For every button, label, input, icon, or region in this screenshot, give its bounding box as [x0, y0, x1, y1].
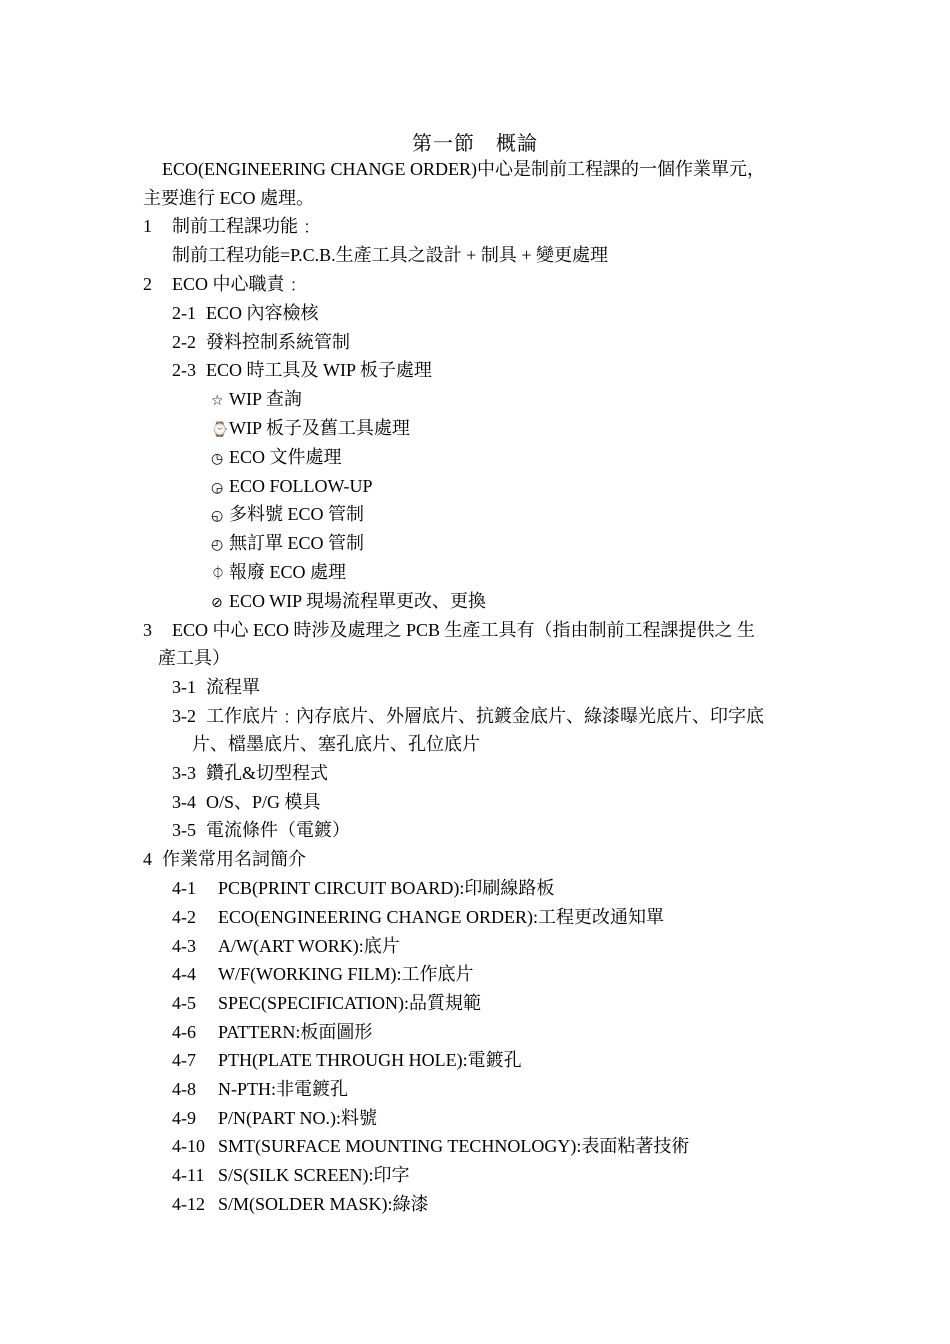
term-item: [172, 1020, 372, 1044]
term-item: [172, 1134, 689, 1158]
term-number: 4-10: [172, 1136, 205, 1156]
sub-list-item: [211, 589, 486, 613]
section-title: ECO 中心 ECO 時涉及處理之 PCB 生產工具有（指由制前工程課提供之 生: [172, 620, 756, 640]
sub-list-item: [211, 445, 342, 469]
circled-bullet-icon: ◷: [211, 451, 224, 467]
item-text-continuation: 片、檔墨底片、塞孔底片、孔位底片: [192, 734, 480, 754]
sub-list-item: [211, 416, 410, 440]
term-text: A/W(ART WORK):底片: [218, 936, 400, 956]
list-item: [172, 330, 350, 354]
sub-item-text: ECO WIP 現場流程單更改、更換: [229, 591, 486, 611]
term-number: 4-12: [172, 1194, 205, 1214]
circled-bullet-icon: ◴: [211, 537, 224, 553]
term-text: ECO(ENGINEERING CHANGE ORDER):工程更改通知單: [218, 907, 664, 927]
sub-item-text: 多料號 ECO 管制: [229, 504, 364, 524]
term-item: [172, 1106, 377, 1130]
item-number: 2-1: [172, 303, 196, 323]
term-text: PCB(PRINT CIRCUIT BOARD):印刷線路板: [218, 878, 555, 898]
circled-bullet-icon: ⏀: [211, 566, 225, 582]
intro-line: 主要進行 ECO 處理。: [143, 188, 314, 208]
item-number: 3-4: [172, 792, 196, 812]
list-item: [172, 761, 328, 785]
section-number: 2: [143, 274, 152, 294]
term-number: 4-3: [172, 936, 196, 956]
item-number: 3-1: [172, 677, 196, 697]
item-text: 流程單: [206, 677, 260, 697]
term-item: [172, 905, 664, 929]
section-title-continuation: 產工具）: [158, 648, 230, 668]
item-number: 2-3: [172, 360, 196, 380]
sub-item-text: WIP 查詢: [229, 389, 302, 409]
term-number: 4-1: [172, 878, 196, 898]
section-number: 1: [143, 216, 152, 236]
intro-line: ECO(ENGINEERING CHANGE ORDER)中心是制前工程課的一個作業單元，: [162, 159, 765, 179]
term-item: [172, 1163, 410, 1187]
list-item: [172, 675, 260, 699]
sub-item-text: ECO 文件處理: [229, 447, 342, 467]
list-item: [172, 358, 432, 382]
item-text: 電流條件（電鍍）: [206, 820, 350, 840]
list-item: [172, 818, 350, 842]
term-text: S/S(SILK SCREEN):印字: [218, 1165, 410, 1185]
circled-bullet-icon: ◵: [211, 508, 224, 524]
section-heading: [143, 214, 316, 238]
item-number: 3-2: [172, 706, 196, 726]
term-item: [172, 876, 554, 900]
list-item: [172, 704, 764, 728]
item-text: ECO 內容檢核: [206, 303, 319, 323]
star-bullet-icon: ☆: [211, 393, 224, 409]
sub-list-item: [211, 387, 302, 411]
term-text: SMT(SURFACE MOUNTING TECHNOLOGY):表面粘著技術: [218, 1136, 690, 1156]
list-item: [172, 790, 321, 814]
item-number: 3-5: [172, 820, 196, 840]
sub-list-item: [211, 502, 364, 526]
page-title: 第一節 概論: [412, 133, 538, 155]
term-number: 4-9: [172, 1108, 196, 1128]
sub-item-text: 報廢 ECO 處理: [229, 562, 346, 582]
item-number: 2-2: [172, 332, 196, 352]
item-text: ECO 時工具及 WIP 板子處理: [206, 360, 432, 380]
term-number: 4-4: [172, 964, 196, 984]
term-number: 4-7: [172, 1050, 196, 1070]
term-number: 4-2: [172, 907, 196, 927]
term-number: 4-5: [172, 993, 196, 1013]
section-body: 制前工程功能=P.C.B.生產工具之設計 + 制具 + 變更處理: [172, 245, 608, 265]
section-heading: [143, 847, 306, 871]
term-text: PATTERN:板面圖形: [218, 1022, 373, 1042]
list-item: [172, 301, 319, 325]
section-title: 作業常用名詞簡介: [162, 849, 306, 869]
section-title: 制前工程課功能﹕: [172, 216, 316, 236]
circled-bullet-icon: ⌚: [211, 422, 229, 438]
term-text: N-PTH:非電鍍孔: [218, 1079, 348, 1099]
section-number: 3: [143, 620, 152, 640]
item-number: 3-3: [172, 763, 196, 783]
term-text: PTH(PLATE THROUGH HOLE):電鍍孔: [218, 1050, 522, 1070]
section-title: ECO 中心職責﹕: [172, 274, 303, 294]
item-text: 鑽孔&切型程式: [206, 763, 329, 783]
sub-list-item: [211, 531, 364, 555]
sub-item-text: ECO FOLLOW-UP: [229, 476, 373, 496]
term-text: SPEC(SPECIFICATION):品質規範: [218, 993, 482, 1013]
circled-bullet-icon: ◶: [211, 480, 224, 496]
item-text: 發料控制系統管制: [206, 332, 350, 352]
term-item: [172, 1048, 522, 1072]
term-number: 4-8: [172, 1079, 196, 1099]
sub-item-text: 無訂單 ECO 管制: [229, 533, 364, 553]
sub-item-text: WIP 板子及舊工具處理: [229, 418, 410, 438]
term-item: [172, 1192, 429, 1216]
sub-list-item: [211, 474, 373, 498]
term-text: W/F(WORKING FILM):工作底片: [218, 964, 474, 984]
term-item: [172, 991, 481, 1015]
term-item: [172, 1077, 348, 1101]
circled-bullet-icon: ⊘: [211, 595, 223, 611]
term-text: P/N(PART NO.):料號: [218, 1108, 377, 1128]
section-heading: [143, 272, 303, 296]
term-item: [172, 934, 400, 958]
item-text: 工作底片﹕內存底片、外層底片、抗鍍金底片、綠漆曝光底片、印字底: [206, 706, 764, 726]
section-heading: [143, 618, 755, 642]
term-item: [172, 962, 473, 986]
section-number: 4: [143, 849, 152, 869]
term-number: 4-11: [172, 1165, 205, 1185]
term-number: 4-6: [172, 1022, 196, 1042]
sub-list-item: [211, 560, 346, 584]
term-text: S/M(SOLDER MASK):綠漆: [218, 1194, 429, 1214]
item-text: O/S、P/G 模具: [206, 792, 321, 812]
